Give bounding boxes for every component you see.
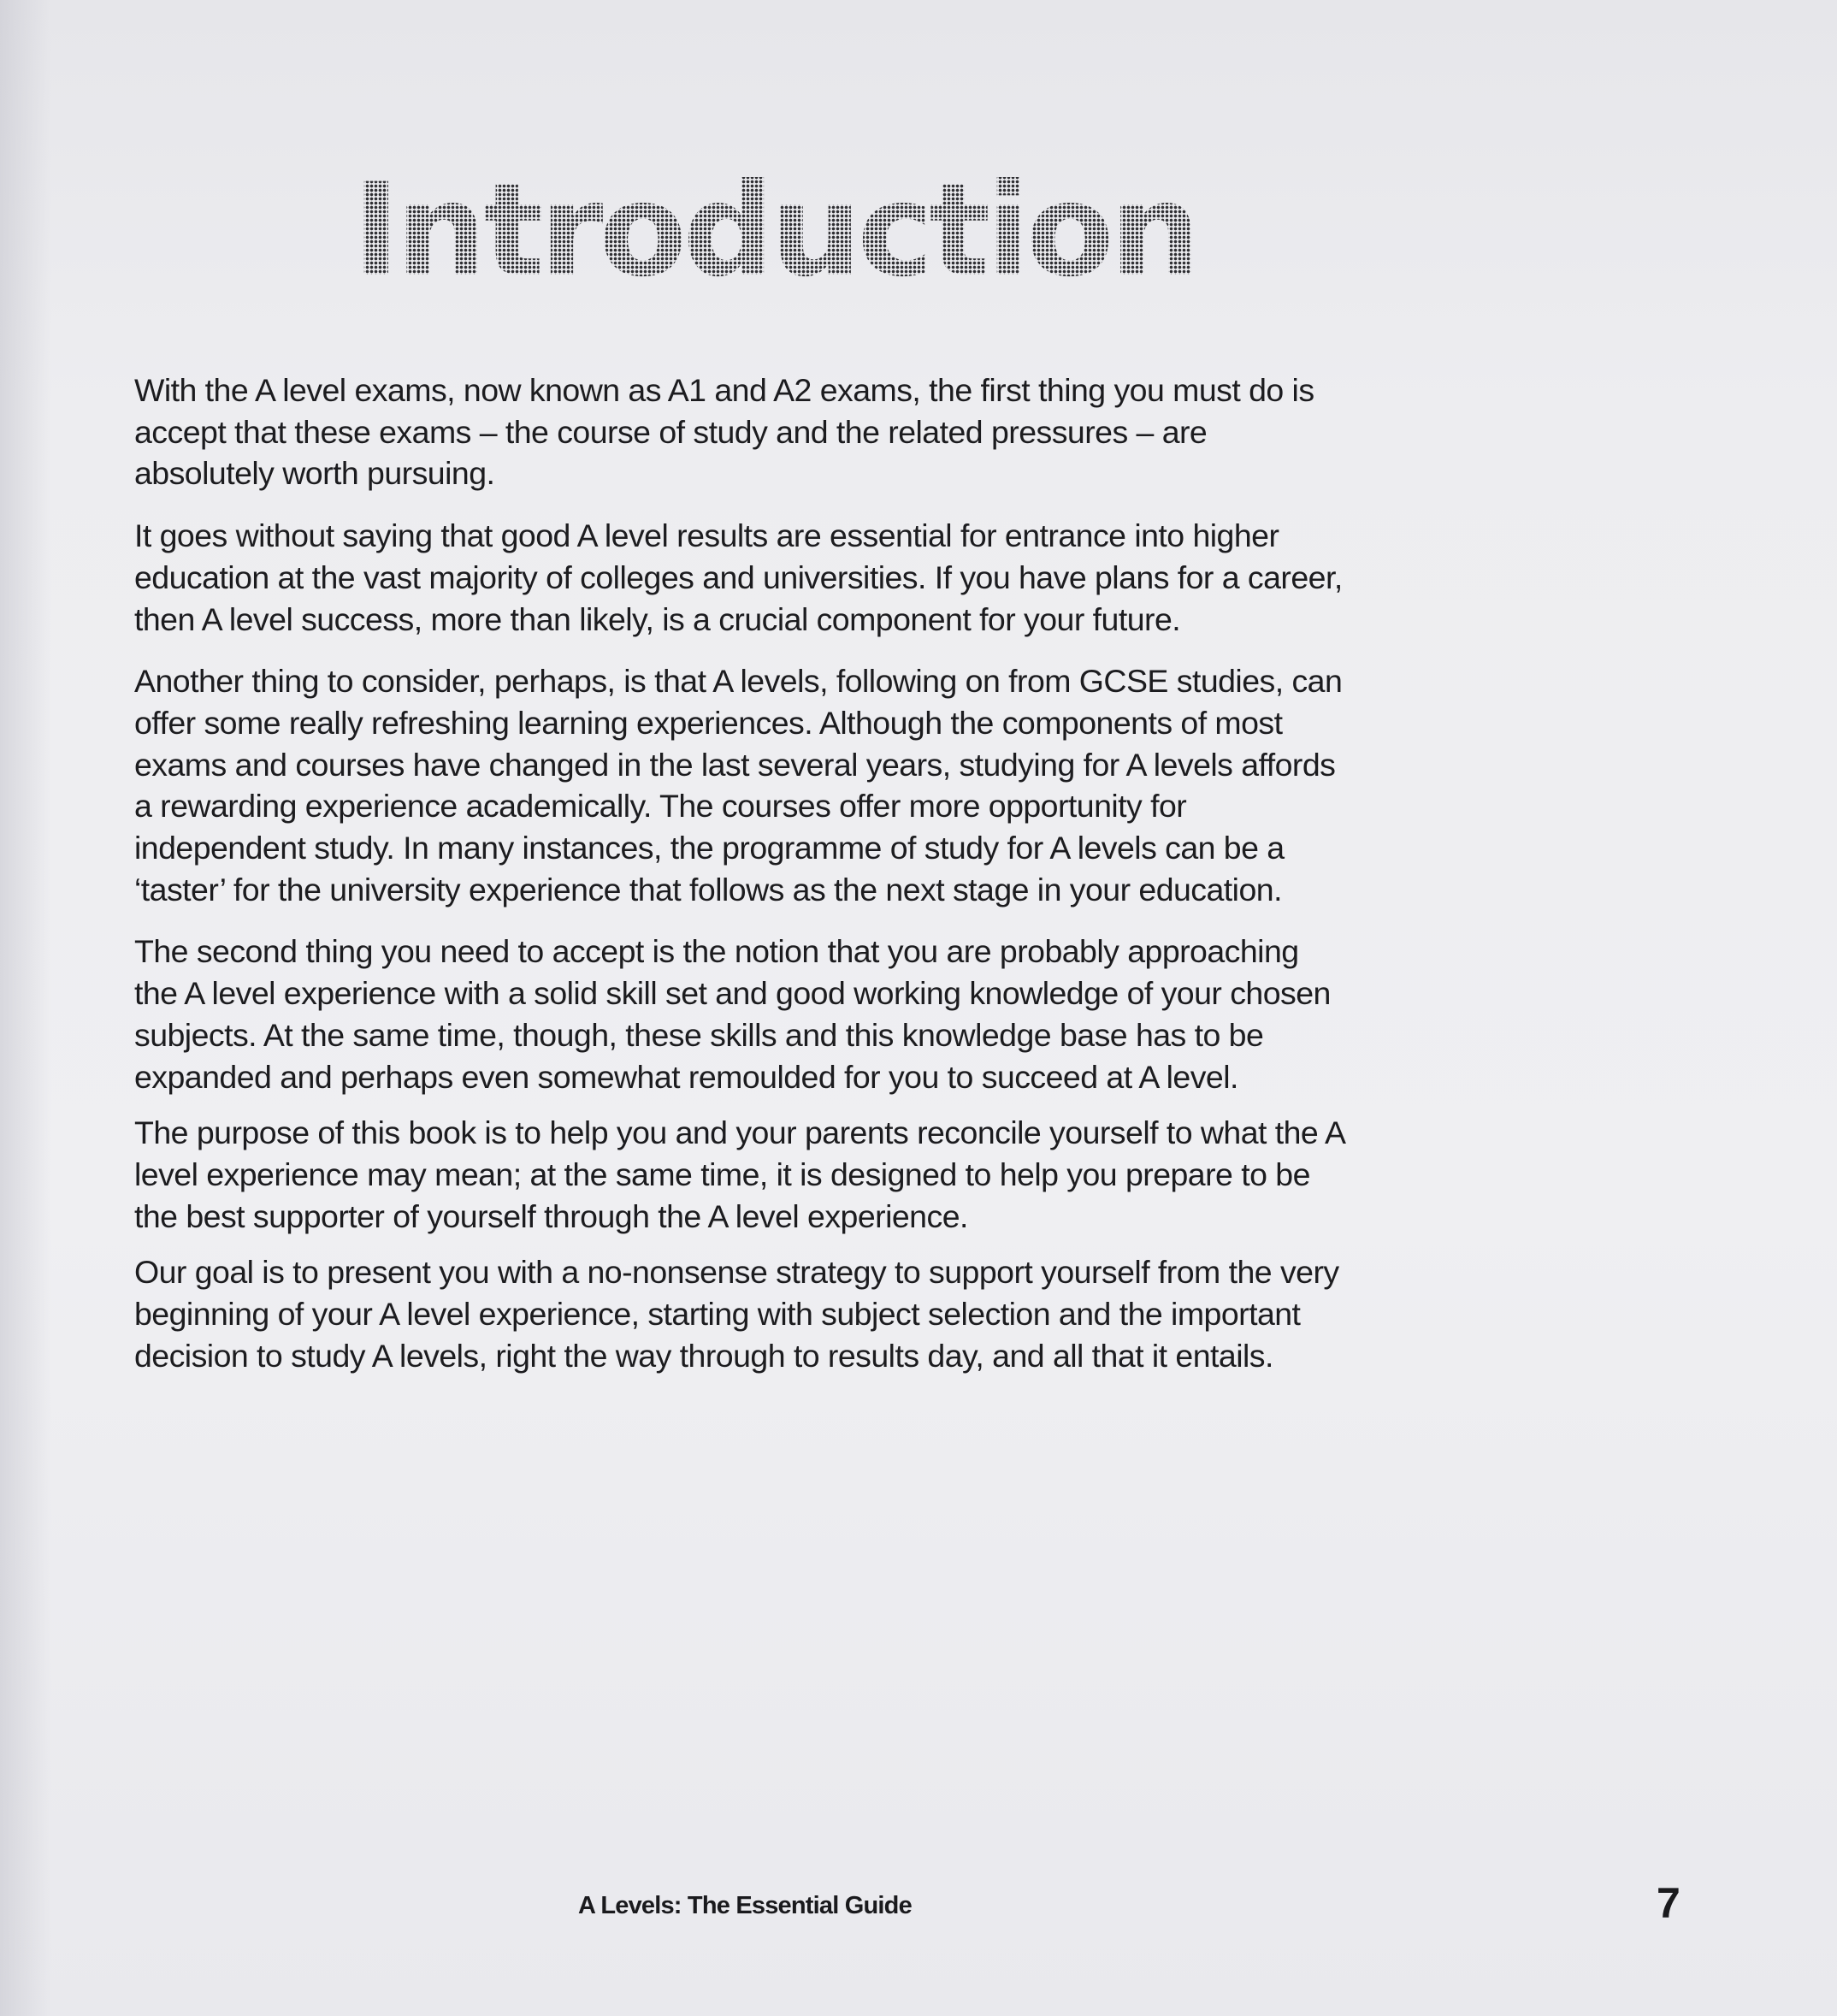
page-title: Introduction xyxy=(352,157,1197,305)
paragraph-4: The second thing you need to accept is the notion that you are probably approaching the A level experience with a solid skill set and good working knowledge of your chosen subjects. At the same time, though, these skills and this knowledge base has to be expanded and perhaps even somewhat remoulded for you to succeed at A level. xyxy=(134,933,1331,1095)
paragraph-6: Our goal is to present you with a no-nonsense strategy to support yourself from the very beginning of your A level experience, starting with subject selection and the important decision to study A levels, right the way through to results day, and all that it entails. xyxy=(134,1254,1339,1374)
body-text xyxy=(134,370,1349,1397)
paragraph-5: The purpose of this book is to help you and your parents reconcile yourself to what the A level experience may mean; at the same time, it is designed to help you prepare to be the best supporter of yourself through the A level experience. xyxy=(134,1114,1344,1234)
footer-book-title: A Levels: The Essential Guide xyxy=(578,1892,912,1919)
paragraph-2: It goes without saying that good A level results are essential for entrance into higher education at the vast majority of colleges and universities. If you have plans for a career, then A level success, more than likely, is a crucial component for your future. xyxy=(134,517,1343,637)
page-number: 7 xyxy=(1657,1879,1680,1927)
paragraph-1: With the A level exams, now known as A1 and A2 exams, the first thing you must do is accept that these exams – the course of study and the related pressures – are absolutely worth pursuing. xyxy=(134,372,1314,492)
page-edge-shadow xyxy=(0,0,51,2016)
paragraph-3: Another thing to consider, perhaps, is that A levels, following on from GCSE studies, can offer some really refreshing learning experiences. Although the components of most exams and courses have changed in the last several years, studying for A levels affords a rewarding experience academically. The courses offer more opportunity for independent study. In many instances, the programme of study for A levels can be a ‘taster’ for the university experience that follows as the next stage in your education. xyxy=(134,663,1343,907)
